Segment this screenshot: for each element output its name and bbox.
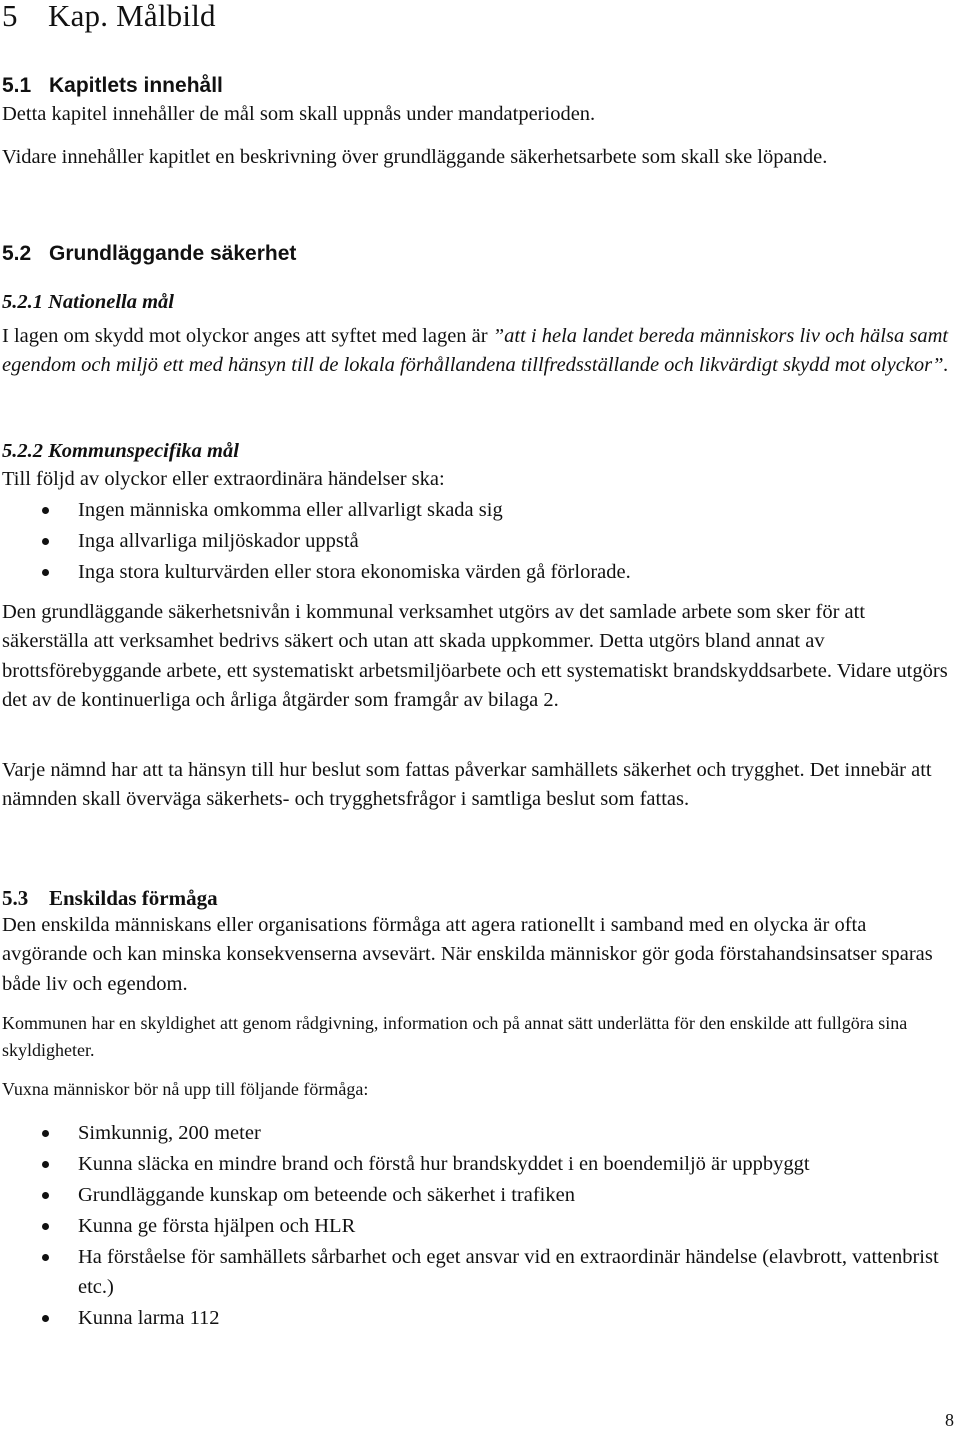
section-5-3-ability-list [2, 1118, 956, 1334]
list-item [2, 1303, 956, 1333]
section-5-3-title: Enskildas förmåga [49, 886, 218, 910]
bullet-icon [42, 1161, 49, 1168]
bullet-icon [42, 507, 49, 514]
section-5-1-heading [2, 72, 956, 100]
bullet-icon [42, 1192, 49, 1199]
list-item-text: Ha förståelse för samhällets sårbarhet och eget ansvar vid en extraordinär händelse (elavbrott, vattenbrist etc.) [78, 1246, 939, 1298]
bullet-icon [42, 538, 49, 545]
section-5-2-2-paragraph-2: Varje nämnd har att ta hänsyn till hur beslut som fattas påverkar samhällets säkerhet och trygghet. Det innebär att nämnden skall överväga säkerhets- och trygghetsfrågor i samtliga beslut som fattas. [2, 759, 932, 811]
chapter-number: 5 [2, 0, 18, 33]
bullet-icon [42, 1223, 49, 1230]
section-5-1-title: Kapitlets innehåll [49, 74, 223, 97]
list-item-text: Kunna larma 112 [78, 1307, 220, 1329]
section-5-1-paragraph-1: Detta kapitel innehåller de mål som skall uppnås under mandatperioden. [2, 103, 596, 125]
list-item-text: Inga allvarliga miljöskador uppstå [78, 530, 359, 552]
section-5-2-2-intro: Till följd av olyckor eller extraordinära händelser ska: [2, 468, 445, 490]
section-5-2-heading [2, 240, 956, 268]
list-item [2, 1211, 956, 1241]
list-item [2, 495, 956, 526]
chapter-title: Kap. Målbild [48, 0, 216, 33]
page-number: 8 [945, 1410, 954, 1430]
section-5-3-heading [2, 884, 956, 912]
section-5-2-2-heading: 5.2.2 Kommunspecifika mål [2, 440, 239, 462]
bullet-icon [42, 1130, 49, 1137]
list-item [2, 1242, 956, 1302]
list-item [2, 1149, 956, 1179]
list-item-text: Grundläggande kunskap om beteende och säkerhet i trafiken [78, 1184, 575, 1206]
section-5-2-1-heading: 5.2.1 Nationella mål [2, 291, 174, 313]
section-5-3-paragraph-3: Vuxna människor bör nå upp till följande förmåga: [2, 1079, 369, 1099]
section-5-3-paragraph-1: Den enskilda människans eller organisations förmåga att agera rationellt i samband med en olycka är ofta avgörande och kan minska konsekvenserna avsevärt. När enskilda människor gör goda förstahandsinsatser sparas både liv och egendom. [2, 914, 933, 995]
chapter-heading [2, 0, 956, 34]
section-5-2-title: Grundläggande säkerhet [49, 242, 297, 265]
section-5-2-2-paragraph-1: Den grundläggande säkerhetsnivån i kommunal verksamhet utgörs av det samlade arbete som sker för att säkerställa att verksamhet bedrivs säkert och utan att skada uppkommer. Detta utgörs bland annat av brottsförebyggande arbete, ett systematiskt arbetsmiljöarbete och ett systematiskt brandskyddsarbete. Vidare utgörs det av de kontinuerliga och årliga åtgärder som framgår av bilaga 2. [2, 601, 948, 712]
section-5-3-number: 5.3 [2, 886, 29, 910]
list-item [2, 1180, 956, 1210]
section-5-1-number: 5.1 [2, 74, 32, 97]
list-item-text: Inga stora kulturvärden eller stora ekonomiska värden gå förlorade. [78, 561, 631, 583]
section-5-2-number: 5.2 [2, 242, 32, 265]
list-item-text: Simkunnig, 200 meter [78, 1122, 261, 1144]
section-5-1-paragraph-2: Vidare innehåller kapitlet en beskrivning över grundläggande säkerhetsarbete som skall ske löpande. [2, 146, 828, 168]
list-item-text: Ingen människa omkomma eller allvarligt skada sig [78, 499, 503, 521]
bullet-icon [42, 1254, 49, 1261]
list-item-text: Kunna släcka en mindre brand och förstå hur brandskyddet i en boendemiljö är uppbyggt [78, 1153, 810, 1175]
list-item [2, 526, 956, 557]
list-item-text: Kunna ge första hjälpen och HLR [78, 1215, 356, 1237]
section-5-2-1-lead: I lagen om skydd mot olyckor anges att syftet med lagen är [2, 325, 493, 347]
list-item [2, 557, 956, 588]
list-item [2, 1118, 956, 1148]
bullet-icon [42, 569, 49, 576]
bullet-icon [42, 1315, 49, 1322]
section-5-2-1-quote: ”att i hela landet bereda människors liv och hälsa samt egendom och miljö ett med hänsyn till de lokala förhållandena tillfredsställande och likvärdigt skydd mot olyckor”. [2, 325, 949, 377]
section-5-2-2-goal-list [2, 495, 956, 588]
section-5-3-paragraph-2: Kommunen har en skyldighet att genom rådgivning, information och på annat sätt underlätta för den enskilde att fullgöra sina skyldigheter. [2, 1013, 908, 1060]
section-5-2-1-paragraph [2, 322, 956, 381]
